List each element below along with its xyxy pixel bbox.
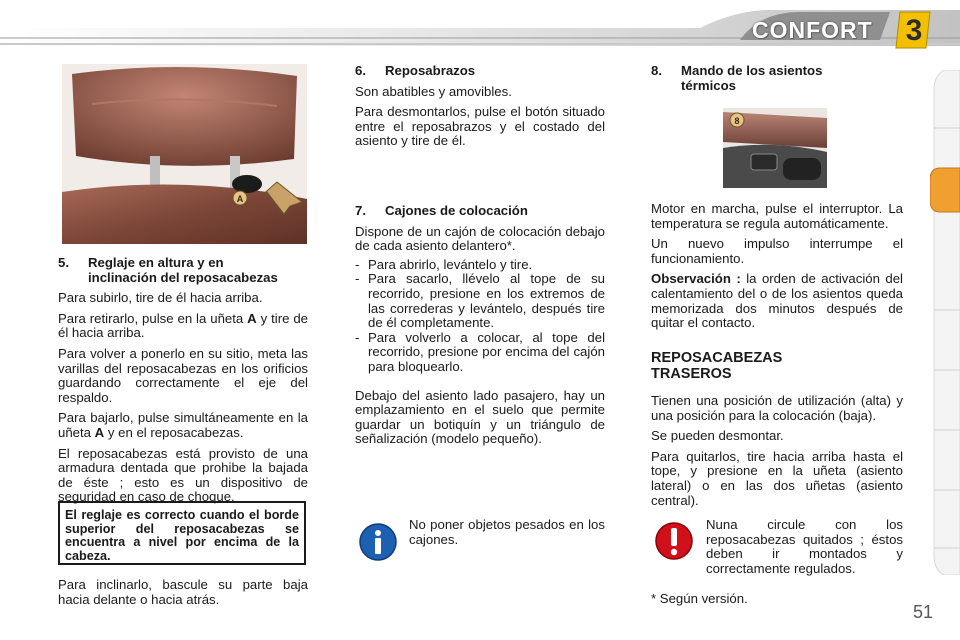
section-7-p1: Dispone de un cajón de colocación debajo de cada asiento delantero*. (355, 223, 605, 254)
column-1 (58, 256, 308, 511)
chapter-number: 3 (905, 14, 923, 47)
section-5-p3: Para volver a ponerlo en su sitio, meta las varillas del reposacabezas en los orificios guardando correctamente el eje del respaldo. (58, 345, 308, 405)
page-header (0, 0, 960, 50)
section-7-p2: Debajo del asiento lado pasajero, hay un emplazamiento en el suelo que permite guardar un botiquín y un triángulo de señalización (modelo pequeño). (355, 387, 605, 447)
section-6-heading: 6. Reposabrazos (355, 63, 476, 78)
column-3-rear (651, 350, 903, 514)
warning-icon (654, 520, 694, 562)
page-number: 51 (913, 602, 934, 622)
rear-headrests-heading: REPOSACABEZAS TRASEROS (651, 350, 783, 382)
info-icon (358, 522, 398, 562)
column-2-mid (355, 204, 605, 453)
section-6-p1: Son abatibles y amovibles. (355, 83, 512, 99)
headrest-label-a: A (236, 194, 244, 204)
rear-p1: Tienen una posición de utilización (alta) y una posición para la colocación (baja). (651, 393, 903, 423)
section-5-p5: El reposacabezas está provisto de una armadura dentada que prohibe la bajada de éste ; esto es un dispositivo de seguridad en caso de choque. (58, 445, 308, 505)
section-5-p2: Para retirarlo, pulse en la uñeta A y tire de él hacia arriba. (58, 310, 309, 341)
section-7-bullet-1: - Para abrirlo, levántelo y tire. (355, 256, 533, 272)
chapter-tabs (930, 70, 960, 575)
section-8-observation: Observación : la orden de activación del calentamiento del o de los asientos queda memorizada dos minutos después de quitar el contacto. (651, 271, 903, 331)
info-note: No poner objetos pesados en los cajones. (409, 517, 605, 547)
column-3-top (651, 64, 903, 99)
section-7-bullet-3: - Para volverlo a colocar, al tope del recorrido, presione por encima del cajón para bloquearlo. (355, 329, 605, 374)
section-5-p4: Para bajarlo, pulse simultáneamente en la uñeta A y en el reposacabezas. (58, 410, 308, 440)
section-7-bullet-2: - Para sacarlo, llévelo al tope de su recorrido, presione en los extremos de las correderas y levántelo, después tire de él completamente. (355, 271, 605, 331)
switch-label-8: 8 (734, 116, 740, 126)
warning-note: Nuna circule con los reposacabezas quitados ; éstos deben ir montados y correctamente regulados. (706, 517, 903, 576)
section-8-heading: 8. Mando de los asientos térmicos (651, 63, 823, 93)
column-3-mid (651, 202, 903, 337)
rear-p3: Para quitarlos, tire hacia arriba hasta el tope, y presione en la uñeta (asiento lateral) o en las dos uñetas (asiento central). (651, 448, 903, 508)
active-chapter-tab[interactable] (930, 168, 960, 212)
section-6-p2: Para desmontarlos, pulse el botón situado entre el reposabrazos y el costado del asiento y tire de él. (355, 104, 605, 149)
rear-p2: Se pueden desmontar. (651, 428, 784, 444)
heated-seat-switch-photo (723, 108, 827, 188)
section-8-p2: Un nuevo impulso interrumpe el funcionamiento. (651, 236, 903, 266)
section-7-heading: 7. Cajones de colocación (355, 203, 528, 218)
section-5-heading: 5. Reglaje en altura y en inclinación del reposacabezas (58, 255, 278, 285)
section-5-p1: Para subirlo, tire de él hacia arriba. (58, 290, 263, 306)
chapter-title: CONFORT (752, 17, 873, 43)
headrest-note-box: El reglaje es correcto cuando el borde superior del reposacabezas se encuentra a nivel por encima de la cabeza. (58, 501, 306, 565)
section-8-p1: Motor en marcha, pulse el interruptor. La temperatura se regula automáticamente. (651, 201, 903, 231)
footnote: * Según versión. (651, 591, 748, 606)
headrest-photo (62, 64, 307, 244)
column-2-top (355, 64, 605, 155)
section-5-p6: Para inclinarlo, bascule su parte baja hacia delante o hacia atrás. (58, 577, 308, 607)
